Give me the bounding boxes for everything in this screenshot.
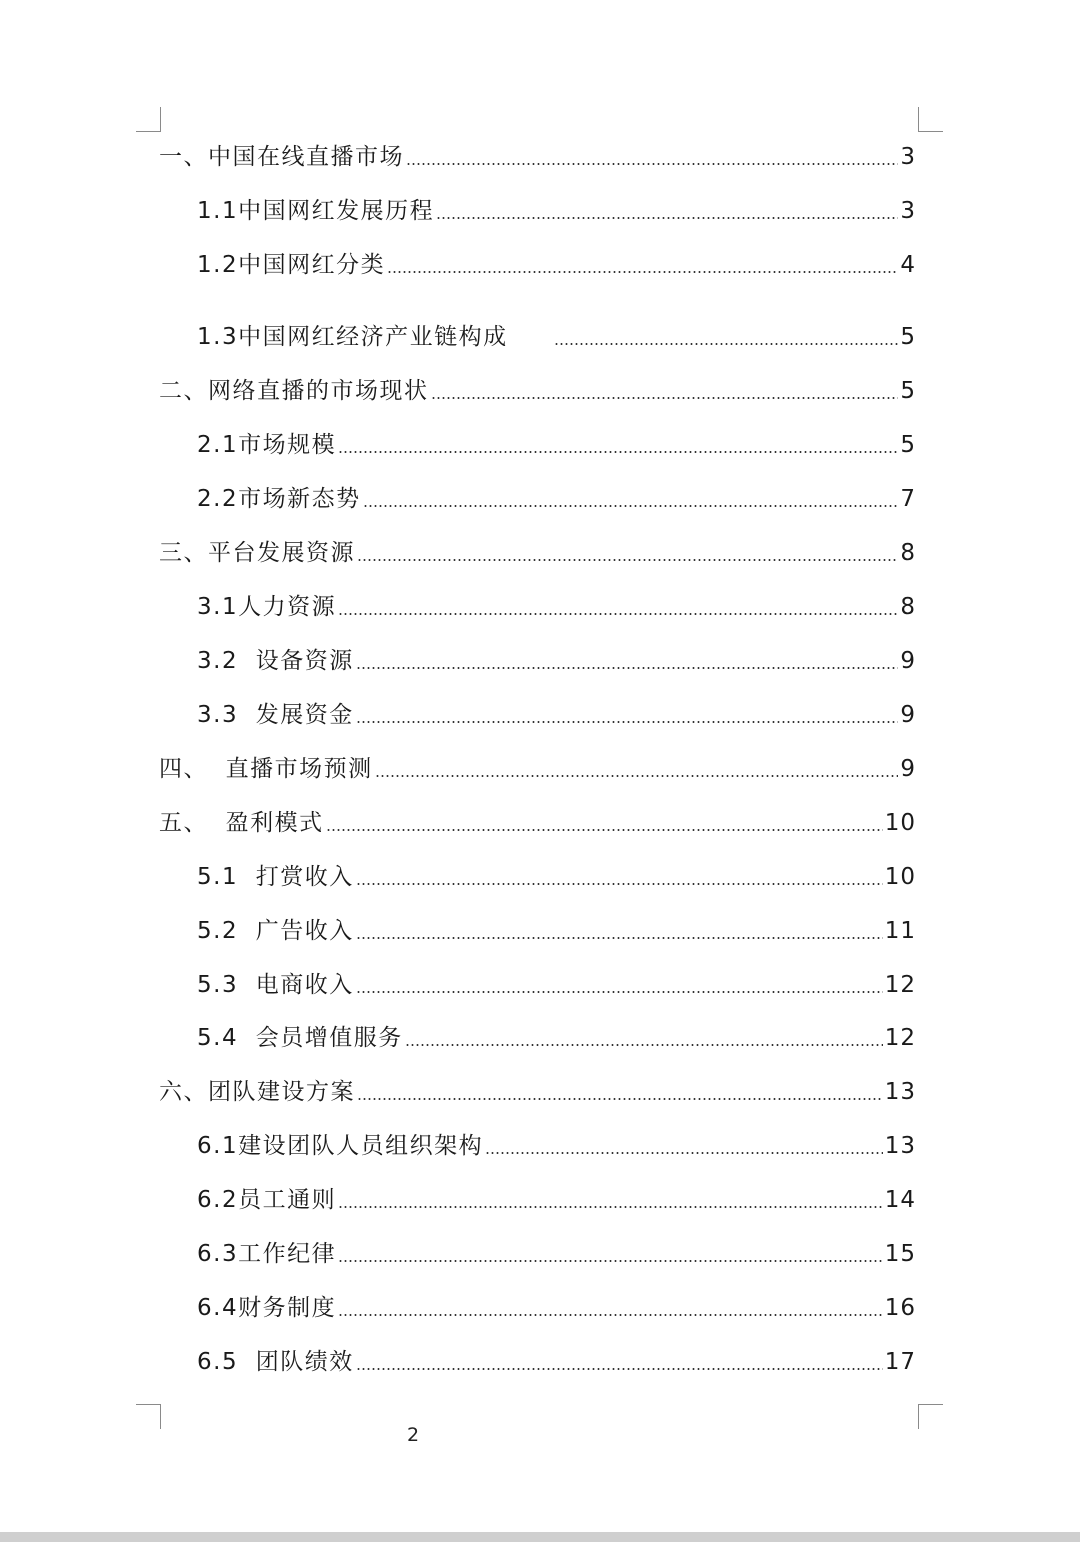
toc-entry[interactable] <box>197 912 916 946</box>
toc-entry-page: 5 <box>900 432 916 458</box>
toc-entry-page: 5 <box>900 378 916 404</box>
toc-entry[interactable] <box>197 588 916 622</box>
toc-entry[interactable] <box>197 642 916 676</box>
toc-entry-title: 一、中国在线直播市场 <box>159 144 404 170</box>
toc-entry-page: 14 <box>884 1187 916 1213</box>
toc-dot-leader <box>326 829 883 831</box>
toc-dot-leader <box>363 505 899 507</box>
toc-entry[interactable] <box>197 1235 916 1269</box>
toc-entry-title: 6.4财务制度 <box>197 1295 337 1321</box>
toc-entry[interactable] <box>197 1181 916 1215</box>
toc-entry-title: 1.3中国网红经济产业链构成 <box>197 324 508 350</box>
toc-entry-title: 二、网络直播的市场现状 <box>159 378 429 404</box>
toc-entry-title: 2.1市场规模 <box>197 432 337 458</box>
toc-entry[interactable] <box>197 1343 916 1377</box>
toc-entry[interactable] <box>159 804 916 838</box>
toc-entry[interactable] <box>159 1073 916 1107</box>
toc-entry-page: 10 <box>884 864 916 890</box>
toc-entry-title: 2.2市场新态势 <box>197 486 361 512</box>
toc-entry-page: 11 <box>884 918 916 944</box>
toc-dot-leader <box>356 883 883 885</box>
toc-entry[interactable] <box>197 1289 916 1323</box>
toc-dot-leader <box>554 343 899 345</box>
toc-entry[interactable] <box>159 750 916 784</box>
toc-entry-title: 3.3 发展资金 <box>197 702 354 728</box>
toc-entry-title: 1.1中国网红发展历程 <box>197 198 435 224</box>
toc-entry-title: 六、团队建设方案 <box>159 1079 355 1105</box>
toc-dot-leader <box>356 937 883 939</box>
page-number: 2 <box>406 1424 420 1446</box>
toc-entry[interactable] <box>197 318 916 352</box>
toc-dot-leader <box>406 163 898 165</box>
toc-dot-leader <box>436 217 898 219</box>
toc-entry-title: 6.1建设团队人员组织架构 <box>197 1133 484 1159</box>
toc-dot-leader <box>387 271 898 273</box>
toc-entry-title: 5.1 打赏收入 <box>197 864 354 890</box>
toc-entry-page: 12 <box>884 972 916 998</box>
toc-entry-page: 5 <box>900 324 916 350</box>
toc-entry[interactable] <box>197 192 916 226</box>
toc-dot-leader <box>431 397 899 399</box>
toc-dot-leader <box>375 775 899 777</box>
toc-dot-leader <box>356 1368 883 1370</box>
toc-entry-title: 3.1人力资源 <box>197 594 337 620</box>
toc-dot-leader <box>485 1152 883 1154</box>
toc-entry-page: 4 <box>900 252 916 278</box>
toc-entry[interactable] <box>197 480 916 514</box>
toc-dot-leader <box>356 991 883 993</box>
viewer-bottom-bar <box>0 1532 1080 1542</box>
toc-dot-leader <box>357 1098 883 1100</box>
crop-mark-bottom-right <box>918 1404 943 1429</box>
toc-entry-title: 6.3工作纪律 <box>197 1241 337 1267</box>
toc-entry-page: 9 <box>900 756 916 782</box>
toc-dot-leader <box>338 1206 883 1208</box>
toc-dot-leader <box>356 721 899 723</box>
toc-entry-page: 9 <box>900 702 916 728</box>
toc-dot-leader <box>356 667 899 669</box>
toc-entry[interactable] <box>197 858 916 892</box>
toc-entry-title: 3.2 设备资源 <box>197 648 354 674</box>
toc-entry[interactable] <box>197 696 916 730</box>
crop-mark-bottom-left <box>136 1404 161 1429</box>
toc-entry[interactable] <box>197 966 916 1000</box>
toc-dot-leader <box>357 559 898 561</box>
toc-entry-page: 13 <box>884 1079 916 1105</box>
toc-entry-page: 7 <box>900 486 916 512</box>
toc-entry[interactable] <box>159 534 916 568</box>
toc-entry-page: 16 <box>884 1295 916 1321</box>
toc-entry-page: 15 <box>884 1241 916 1267</box>
toc-entry-page: 12 <box>884 1025 916 1051</box>
toc-entry-title: 5.3 电商收入 <box>197 972 354 998</box>
toc-entry-page: 13 <box>884 1133 916 1159</box>
toc-entry[interactable] <box>159 138 916 172</box>
toc-entry-page: 17 <box>884 1349 916 1375</box>
toc-entry-title: 五、 盈利模式 <box>159 810 324 836</box>
toc-entry-page: 8 <box>900 540 916 566</box>
toc-entry-title: 6.2员工通则 <box>197 1187 337 1213</box>
toc-entry-title: 三、平台发展资源 <box>159 540 355 566</box>
toc-entry-page: 10 <box>884 810 916 836</box>
toc-entry-page: 3 <box>900 144 916 170</box>
toc-entry-page: 3 <box>900 198 916 224</box>
toc-entry[interactable] <box>159 372 916 406</box>
toc-entry[interactable] <box>197 246 916 280</box>
toc-dot-leader <box>338 613 898 615</box>
toc-entry-title: 6.5 团队绩效 <box>197 1349 354 1375</box>
toc-entry-title: 5.2 广告收入 <box>197 918 354 944</box>
toc-dot-leader <box>405 1044 883 1046</box>
toc-entry[interactable] <box>197 1127 916 1161</box>
toc-entry[interactable] <box>197 426 916 460</box>
toc-dot-leader <box>338 1314 883 1316</box>
toc-entry-page: 8 <box>900 594 916 620</box>
toc-dot-leader <box>338 1260 883 1262</box>
toc-entry[interactable] <box>197 1019 916 1053</box>
toc-entry-title: 5.4 会员增值服务 <box>197 1025 403 1051</box>
toc-entry-title: 1.2中国网红分类 <box>197 252 386 278</box>
toc-dot-leader <box>338 451 898 453</box>
toc-entry-title: 四、 直播市场预测 <box>159 756 373 782</box>
toc-entry-page: 9 <box>900 648 916 674</box>
